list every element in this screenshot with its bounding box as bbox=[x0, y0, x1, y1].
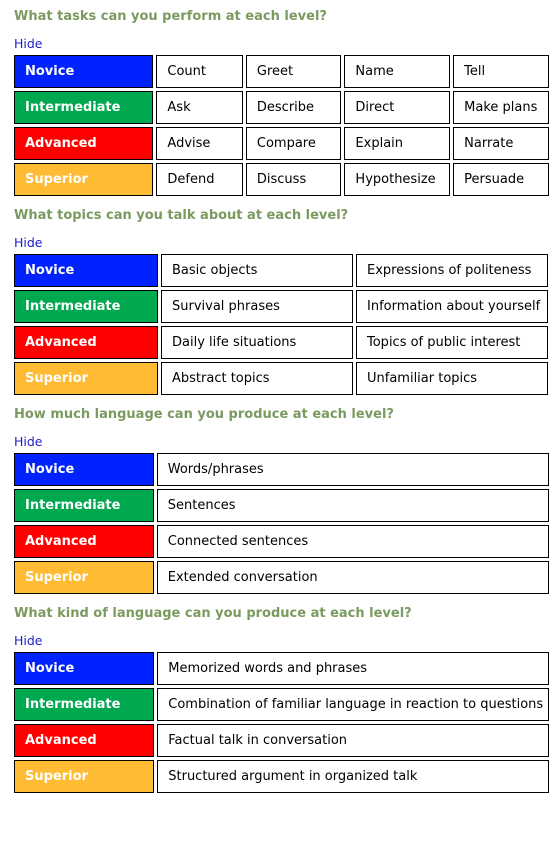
cell-compare: Compare bbox=[246, 127, 342, 160]
table-row bbox=[14, 362, 548, 395]
cell-advise: Advise bbox=[156, 127, 242, 160]
section-title: What tasks can you perform at each level? bbox=[14, 9, 327, 24]
hide-link[interactable]: Hide bbox=[14, 235, 43, 250]
section-title: What topics can you talk about at each level? bbox=[14, 208, 349, 223]
table-row bbox=[14, 163, 549, 196]
section-1 bbox=[14, 8, 552, 207]
section-gap bbox=[14, 199, 552, 207]
table-row bbox=[14, 453, 549, 486]
level-advanced: Advanced bbox=[14, 525, 154, 558]
section-2 bbox=[14, 207, 552, 406]
table-row bbox=[14, 760, 549, 793]
section-gap bbox=[14, 597, 552, 605]
level-table bbox=[11, 450, 552, 597]
section-3 bbox=[14, 406, 552, 605]
cell-abstract-topics: Abstract topics bbox=[161, 362, 353, 395]
table-row bbox=[14, 91, 549, 124]
cell-words-phrases: Words/phrases bbox=[157, 453, 549, 486]
cell-direct: Direct bbox=[344, 91, 450, 124]
hide-link[interactable]: Hide bbox=[14, 633, 43, 648]
level-novice: Novice bbox=[14, 55, 153, 88]
level-novice: Novice bbox=[14, 453, 154, 486]
section-gap bbox=[14, 796, 552, 804]
cell-survival-phrases: Survival phrases bbox=[161, 290, 353, 323]
table-row bbox=[14, 55, 549, 88]
table-row bbox=[14, 489, 549, 522]
cell-sentences: Sentences bbox=[157, 489, 549, 522]
cell-count: Count bbox=[156, 55, 242, 88]
level-novice: Novice bbox=[14, 254, 158, 287]
table-row bbox=[14, 290, 548, 323]
level-advanced: Advanced bbox=[14, 127, 153, 160]
level-superior: Superior bbox=[14, 760, 154, 793]
level-intermediate: Intermediate bbox=[14, 290, 158, 323]
cell-combination-of-familiar-language-in-reaction-to-questions: Combination of familiar language in reaction to questions bbox=[157, 688, 549, 721]
cell-structured-argument-in-organized-talk: Structured argument in organized talk bbox=[157, 760, 549, 793]
cell-hypothesize: Hypothesize bbox=[344, 163, 450, 196]
level-advanced: Advanced bbox=[14, 326, 158, 359]
level-intermediate: Intermediate bbox=[14, 489, 154, 522]
cell-factual-talk-in-conversation: Factual talk in conversation bbox=[157, 724, 549, 757]
level-table bbox=[11, 52, 552, 199]
level-table bbox=[11, 649, 552, 796]
table-row bbox=[14, 561, 549, 594]
level-superior: Superior bbox=[14, 163, 153, 196]
cell-connected-sentences: Connected sentences bbox=[157, 525, 549, 558]
cell-expressions-of-politeness: Expressions of politeness bbox=[356, 254, 548, 287]
cell-make-plans: Make plans bbox=[453, 91, 549, 124]
level-superior: Superior bbox=[14, 362, 158, 395]
cell-memorized-words-and-phrases: Memorized words and phrases bbox=[157, 652, 549, 685]
cell-ask: Ask bbox=[156, 91, 242, 124]
table-row bbox=[14, 254, 548, 287]
cell-defend: Defend bbox=[156, 163, 242, 196]
cell-tell: Tell bbox=[453, 55, 549, 88]
table-row bbox=[14, 326, 548, 359]
level-intermediate: Intermediate bbox=[14, 91, 153, 124]
level-superior: Superior bbox=[14, 561, 154, 594]
cell-persuade: Persuade bbox=[453, 163, 549, 196]
cell-name: Name bbox=[344, 55, 450, 88]
table-row bbox=[14, 652, 549, 685]
cell-narrate: Narrate bbox=[453, 127, 549, 160]
cell-topics-of-public-interest: Topics of public interest bbox=[356, 326, 548, 359]
hide-link[interactable]: Hide bbox=[14, 36, 43, 51]
cell-information-about-yourself: Information about yourself bbox=[356, 290, 548, 323]
section-title: What kind of language can you produce at each level? bbox=[14, 606, 412, 621]
cell-discuss: Discuss bbox=[246, 163, 342, 196]
level-intermediate: Intermediate bbox=[14, 688, 154, 721]
level-advanced: Advanced bbox=[14, 724, 154, 757]
hide-link[interactable]: Hide bbox=[14, 434, 43, 449]
level-novice: Novice bbox=[14, 652, 154, 685]
cell-basic-objects: Basic objects bbox=[161, 254, 353, 287]
section-4 bbox=[14, 605, 552, 804]
table-row bbox=[14, 688, 549, 721]
table-row bbox=[14, 127, 549, 160]
level-table bbox=[11, 251, 551, 398]
table-row bbox=[14, 724, 549, 757]
section-gap bbox=[14, 398, 552, 406]
table-row bbox=[14, 525, 549, 558]
cell-explain: Explain bbox=[344, 127, 450, 160]
section-title: How much language can you produce at each level? bbox=[14, 407, 394, 422]
cell-unfamiliar-topics: Unfamiliar topics bbox=[356, 362, 548, 395]
cell-daily-life-situations: Daily life situations bbox=[161, 326, 353, 359]
cell-describe: Describe bbox=[246, 91, 342, 124]
cell-extended-conversation: Extended conversation bbox=[157, 561, 549, 594]
cell-greet: Greet bbox=[246, 55, 342, 88]
